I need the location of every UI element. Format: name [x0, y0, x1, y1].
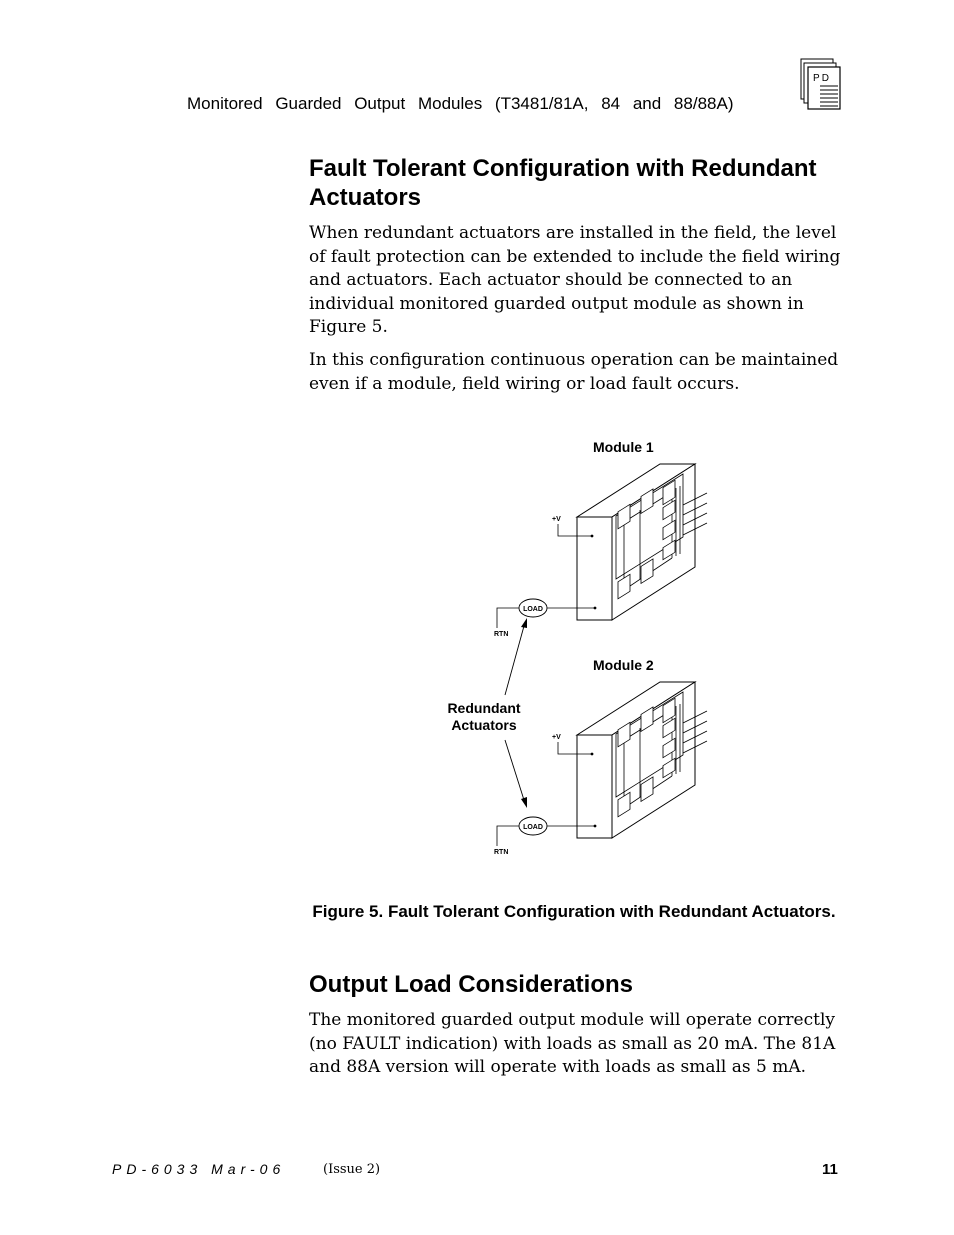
- module-1-label: Module 1: [593, 439, 654, 455]
- supply-label: +V: [552, 734, 561, 741]
- body-paragraph: When redundant actuators are installed in the field, the level of fault protection can be extended to include the field wiring and actuators. Each actuator should be connected to an individual monitored guarded output module as shown in Figure 5.: [309, 223, 841, 337]
- module-1: [494, 439, 707, 638]
- annotation-line-2: Actuators: [451, 717, 517, 733]
- pd-document-icon: [800, 58, 842, 110]
- section-heading-output-load: Output Load Considerations: [309, 971, 633, 998]
- footer-issue: (Issue 2): [323, 1162, 381, 1177]
- load-label: LOAD: [523, 606, 543, 613]
- page-number: 11: [822, 1161, 838, 1178]
- redundant-actuators-annotation: [447, 618, 527, 808]
- module-2-label: Module 2: [593, 657, 654, 673]
- supply-label: +V: [552, 516, 561, 523]
- rtn-label: RTN: [494, 631, 509, 638]
- section-heading-fault-tolerant: Fault Tolerant Configuration with Redundant Actuators: [309, 155, 817, 211]
- rtn-label: RTN: [494, 849, 509, 856]
- logo-text: PD: [813, 73, 831, 84]
- footer-doc-ref: PD-6033 Mar-06: [112, 1161, 286, 1177]
- module-2: [494, 657, 707, 856]
- body-paragraph: In this configuration continuous operation can be maintained even if a module, field wiring or load fault occurs.: [309, 350, 839, 394]
- figure-caption: Figure 5. Fault Tolerant Configuration with Redundant Actuators.: [312, 902, 836, 921]
- body-paragraph: The monitored guarded output module will operate correctly (no FAULT indication) with loads as small as 20 mA. The 81A and 88A version will operate with loads as small as 5 mA.: [309, 1010, 836, 1077]
- running-header: Monitored Guarded Output Modules (T3481/81A, 84 and 88/88A): [187, 94, 734, 113]
- load-label: LOAD: [523, 824, 543, 831]
- annotation-line-1: Redundant: [447, 700, 521, 716]
- redundant-actuators-diagram: [430, 430, 730, 870]
